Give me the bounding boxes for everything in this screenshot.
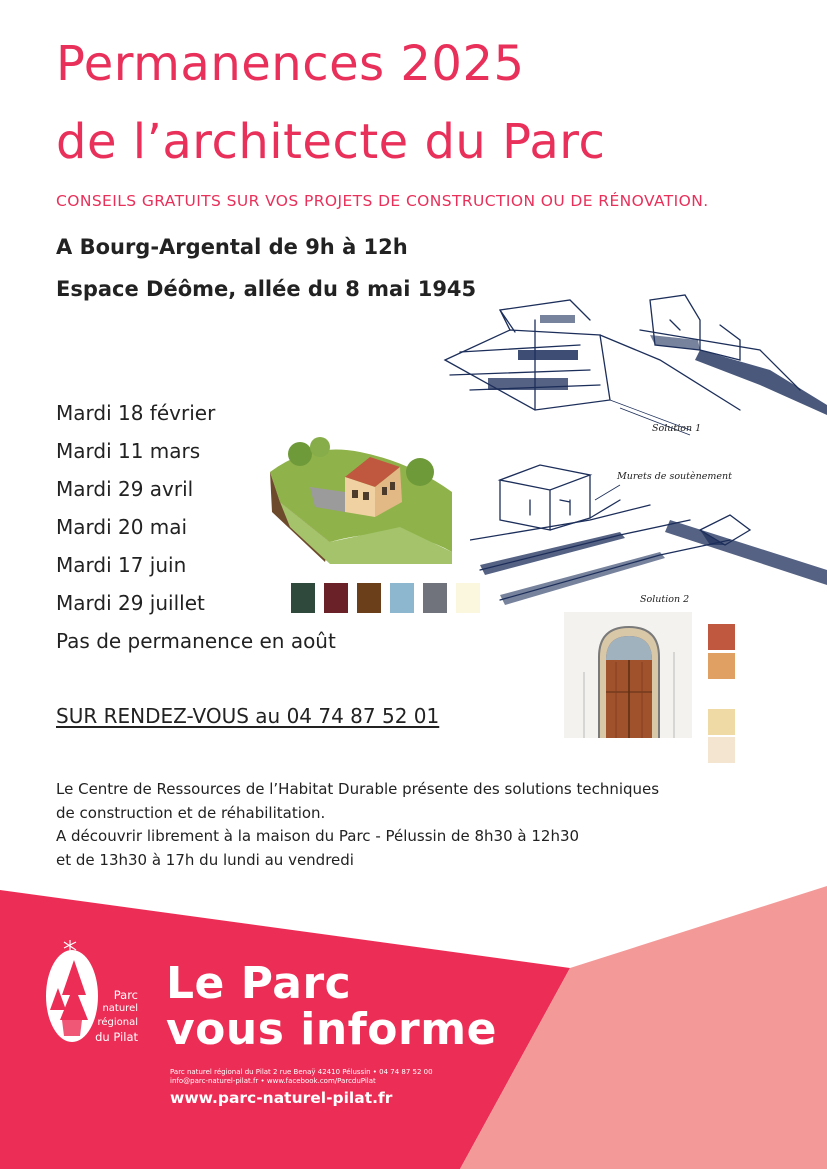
list-item: Mardi 17 juin	[56, 553, 187, 577]
appointment-phone-link[interactable]: SUR RENDEZ-VOUS au 04 74 87 52 01	[56, 704, 440, 728]
logo-label	[78, 988, 138, 1044]
caption-solution-1: Solution 1	[652, 423, 702, 434]
page-title-line2: de l’architecte du Parc	[56, 114, 606, 170]
list-item: Mardi 29 juillet	[56, 591, 205, 615]
footer-website-link[interactable]: www.parc-naturel-pilat.fr	[170, 1089, 393, 1107]
footer-contact[interactable]: info@parc-naturel-pilat.fr • www.facebook.com/ParcduPilat	[170, 1077, 376, 1085]
list-item: Mardi 29 avril	[56, 477, 194, 501]
logo-label-line: naturel	[102, 1003, 138, 1014]
info-line: de construction et de réhabilitation.	[56, 803, 326, 822]
logo-label-line: du Pilat	[95, 1030, 138, 1044]
location-address: Espace Déôme, allée du 8 mai 1945	[56, 277, 477, 301]
caption-murets: Murets de soutènement	[617, 471, 732, 482]
caption-solution-2: Solution 2	[640, 594, 690, 605]
info-line: A découvrir librement à la maison du Parc - Pélussin de 8h30 à 12h30	[56, 827, 580, 845]
list-item: Mardi 11 mars	[56, 439, 201, 463]
footer-headline-line1: Le Parc	[166, 958, 352, 1009]
info-line: Le Centre de Ressources de l’Habitat Durable présente des solutions techniques	[56, 780, 660, 798]
page-title-line1: Permanences 2025	[56, 36, 525, 92]
list-item: Pas de permanence en août	[56, 629, 336, 653]
info-line: et de 13h30 à 17h du lundi au vendredi	[56, 850, 354, 869]
page-subtitle: CONSEILS GRATUITS SUR VOS PROJETS DE CONSTRUCTION OU DE RÉNOVATION.	[56, 192, 709, 210]
list-item: Mardi 20 mai	[56, 515, 188, 539]
logo-label-line: régional	[97, 1017, 138, 1028]
location-time: A Bourg-Argental de 9h à 12h	[56, 235, 408, 259]
list-item: Mardi 18 février	[56, 401, 216, 425]
footer-headline-line2: vous informe	[166, 1004, 497, 1055]
footer-address: Parc naturel régional du Pilat 2 rue Benaÿ 42410 Pélussin • 04 74 87 52 00	[170, 1068, 433, 1076]
logo-label-line: Parc	[113, 988, 138, 1002]
